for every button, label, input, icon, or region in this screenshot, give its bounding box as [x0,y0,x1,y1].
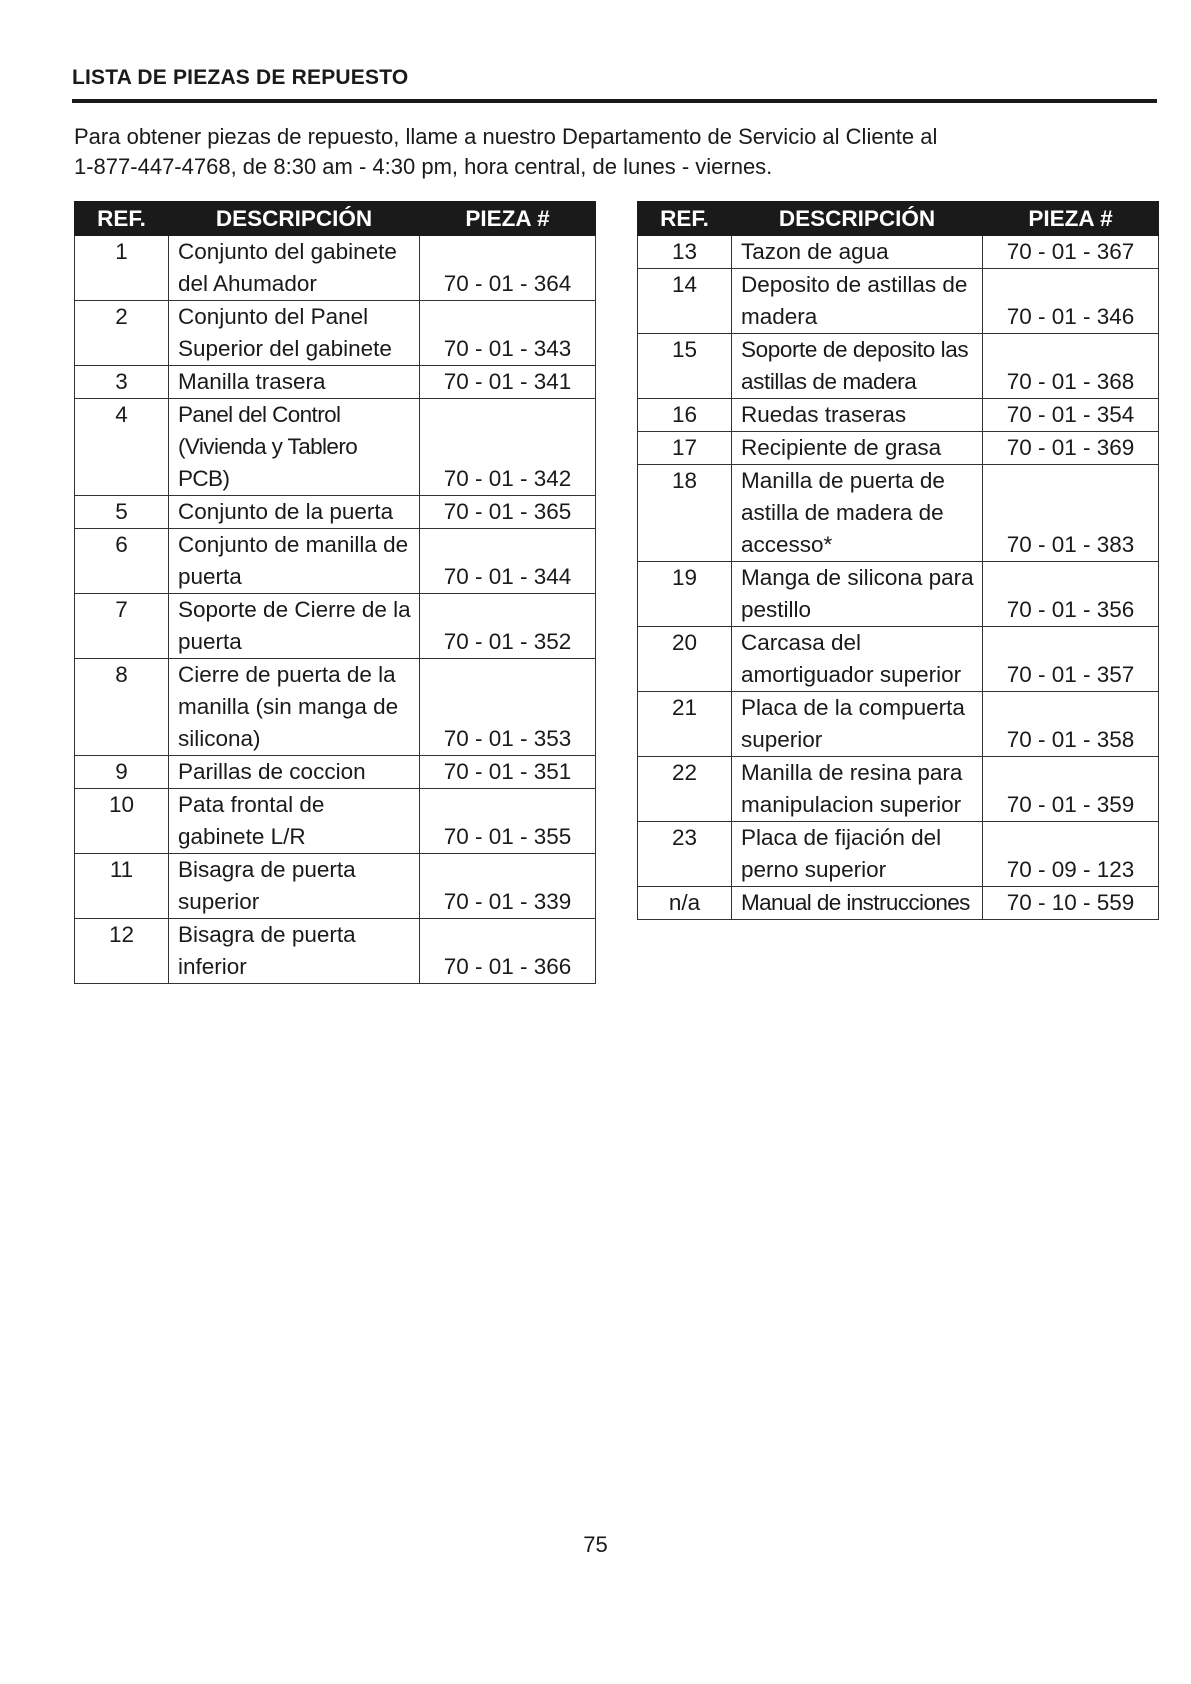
description-cell: Tazon de agua [732,236,983,269]
table-row [75,236,596,301]
description-cell: Conjunto de la puerta [169,496,420,529]
part-number-cell: 70 - 01 - 358 [983,692,1159,757]
part-number-cell: 70 - 01 - 339 [420,854,596,919]
description-cell: Soporte de Cierre de la puerta [169,594,420,659]
description-cell: Manilla de puerta de astilla de madera de accesso* [732,465,983,562]
description-cell: Ruedas traseras [732,399,983,432]
table-row [638,822,1159,887]
description-cell: Manilla de resina para manipulacion superior [732,757,983,822]
table-row [75,399,596,496]
ref-cell: 3 [75,366,169,399]
part-number-cell: 70 - 01 - 383 [983,465,1159,562]
description-cell: Conjunto del Panel Superior del gabinete [169,301,420,366]
description-cell: Pata frontal de gabinete L/R [169,789,420,854]
title-divider [72,99,1157,103]
ref-cell: n/a [638,887,732,920]
ref-cell: 18 [638,465,732,562]
table-row [638,465,1159,562]
part-number-cell: 70 - 01 - 364 [420,236,596,301]
table-row [638,627,1159,692]
part-number-column-header: PIEZA # [420,202,596,236]
ref-cell: 10 [75,789,169,854]
ref-cell: 4 [75,399,169,496]
table-row [75,594,596,659]
ref-cell: 8 [75,659,169,756]
table-row [638,236,1159,269]
page-title: LISTA DE PIEZAS DE REPUESTO [72,66,409,89]
description-column-header: DESCRIPCIÓN [732,202,983,236]
part-number-cell: 70 - 01 - 356 [983,562,1159,627]
part-number-cell: 70 - 01 - 354 [983,399,1159,432]
ref-cell: 20 [638,627,732,692]
ref-cell: 23 [638,822,732,887]
table-row [75,496,596,529]
table-row [75,756,596,789]
description-cell: Soporte de deposito las astillas de madera [732,334,983,399]
part-number-cell: 70 - 01 - 342 [420,399,596,496]
page-number: 75 [583,1532,608,1557]
part-number-cell: 70 - 01 - 367 [983,236,1159,269]
ref-cell: 6 [75,529,169,594]
ref-cell: 13 [638,236,732,269]
part-number-cell: 70 - 01 - 352 [420,594,596,659]
ref-cell: 15 [638,334,732,399]
description-cell: Manga de silicona para pestillo [732,562,983,627]
ref-cell: 19 [638,562,732,627]
part-number-cell: 70 - 01 - 344 [420,529,596,594]
description-cell: Bisagra de puerta superior [169,854,420,919]
part-number-cell: 70 - 01 - 369 [983,432,1159,465]
part-number-column-header: PIEZA # [983,202,1159,236]
ref-column-header: REF. [638,202,732,236]
part-number-cell: 70 - 10 - 559 [983,887,1159,920]
ref-cell: 9 [75,756,169,789]
description-cell: Manual de instrucciones [732,887,983,920]
intro-text [74,122,1074,182]
table-row [638,692,1159,757]
table-row [638,399,1159,432]
ref-cell: 1 [75,236,169,301]
ref-cell: 12 [75,919,169,984]
table-row [638,334,1159,399]
part-number-cell: 70 - 01 - 368 [983,334,1159,399]
ref-column-header: REF. [75,202,169,236]
part-number-cell: 70 - 01 - 351 [420,756,596,789]
parts-table-left [74,201,596,984]
description-column-header: DESCRIPCIÓN [169,202,420,236]
table-row [75,301,596,366]
description-cell: Carcasa del amortiguador superior [732,627,983,692]
description-cell: Placa de la compuerta superior [732,692,983,757]
table-row [638,757,1159,822]
description-cell: Deposito de astillas de madera [732,269,983,334]
description-cell: Manilla trasera [169,366,420,399]
ref-cell: 17 [638,432,732,465]
description-cell: Recipiente de grasa [732,432,983,465]
ref-cell: 16 [638,399,732,432]
description-cell: Conjunto del gabinete del Ahumador [169,236,420,301]
table-row [75,854,596,919]
table-row [638,432,1159,465]
description-cell: Cierre de puerta de la manilla (sin manga de silicona) [169,659,420,756]
intro-line-2: 1-877-447-4768, de 8:30 am - 4:30 pm, hora central, de lunes - viernes. [74,154,773,179]
table-row [75,529,596,594]
part-number-cell: 70 - 01 - 365 [420,496,596,529]
description-cell: Conjunto de manilla de puerta [169,529,420,594]
part-number-cell: 70 - 01 - 353 [420,659,596,756]
ref-cell: 22 [638,757,732,822]
table-header-row [638,202,1159,236]
table-row [638,269,1159,334]
part-number-cell: 70 - 01 - 346 [983,269,1159,334]
description-cell: Panel del Control (Vivienda y Tablero PCB) [169,399,420,496]
part-number-cell: 70 - 01 - 366 [420,919,596,984]
table-row [638,562,1159,627]
part-number-cell: 70 - 09 - 123 [983,822,1159,887]
table-header-row [75,202,596,236]
part-number-cell: 70 - 01 - 341 [420,366,596,399]
parts-table-right [637,201,1159,920]
table-row [75,789,596,854]
description-cell: Placa de fijación del perno superior [732,822,983,887]
part-number-cell: 70 - 01 - 357 [983,627,1159,692]
part-number-cell: 70 - 01 - 355 [420,789,596,854]
description-cell: Bisagra de puerta inferior [169,919,420,984]
table-row [75,919,596,984]
ref-cell: 7 [75,594,169,659]
ref-cell: 5 [75,496,169,529]
ref-cell: 11 [75,854,169,919]
part-number-cell: 70 - 01 - 343 [420,301,596,366]
ref-cell: 21 [638,692,732,757]
table-row [75,659,596,756]
ref-cell: 14 [638,269,732,334]
table-row [638,887,1159,920]
table-row [75,366,596,399]
intro-line-1: Para obtener piezas de repuesto, llame a nuestro Departamento de Servicio al Cliente al [74,124,938,149]
part-number-cell: 70 - 01 - 359 [983,757,1159,822]
description-cell: Parillas de coccion [169,756,420,789]
ref-cell: 2 [75,301,169,366]
